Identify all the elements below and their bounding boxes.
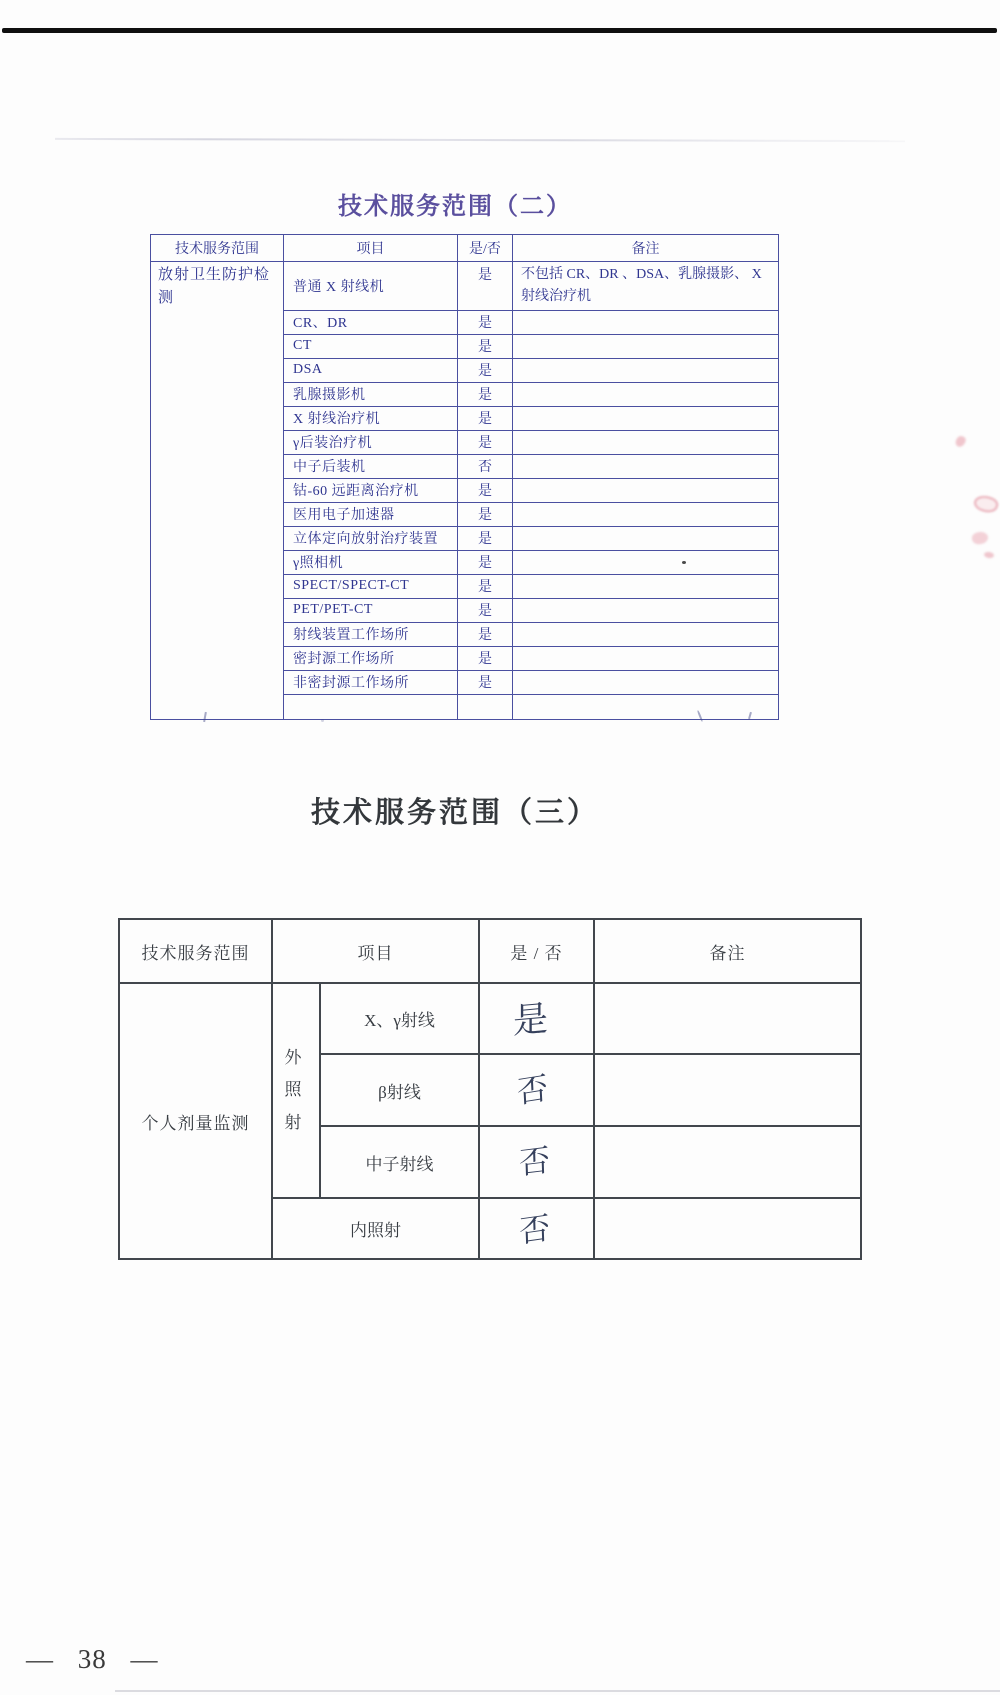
- yes-no-cell: 是: [458, 310, 513, 334]
- item-cell: 钴-60 远距离治疗机: [284, 478, 458, 502]
- header-remark: 备注: [594, 919, 861, 983]
- item-cell: 乳腺摄影机: [284, 382, 458, 406]
- scope-2-table: [150, 234, 779, 720]
- remark-cell: [513, 334, 779, 358]
- remark-cell: [513, 574, 779, 598]
- item-cell: 非密封源工作场所: [284, 670, 458, 694]
- yes-no-cell: [479, 1198, 594, 1259]
- header-yes-no: 是 / 否: [479, 919, 594, 983]
- remark-cell: [513, 454, 779, 478]
- table-row: [151, 262, 779, 311]
- scope-3-table-container: [118, 918, 862, 1260]
- table-row: [119, 983, 861, 1054]
- yes-no-cell: 是: [458, 550, 513, 574]
- header-yes-no: 是/否: [458, 235, 513, 262]
- yes-no-cell: 是: [458, 334, 513, 358]
- yes-no-cell: 是: [458, 430, 513, 454]
- header-scope: 技术服务范围: [119, 919, 272, 983]
- item-cell: 医用电子加速器: [284, 502, 458, 526]
- yes-no-cell: 是: [458, 646, 513, 670]
- handwritten-no-mark: 否: [518, 1210, 551, 1251]
- yes-no-cell: 是: [458, 670, 513, 694]
- yes-no-cell: 是: [458, 502, 513, 526]
- internal-irradiation-cell: 内照射: [272, 1198, 479, 1259]
- red-stamp-fragment: [984, 551, 995, 558]
- remark-cell: [594, 1054, 861, 1126]
- yes-no-cell: [479, 1126, 594, 1198]
- scope-2-table-container: [150, 234, 779, 720]
- item-cell: 立体定向放射治疗装置: [284, 526, 458, 550]
- table-header-row: [119, 919, 861, 983]
- item-cell: CT: [284, 334, 458, 358]
- remark-cell: [513, 646, 779, 670]
- item-cell: γ照相机: [284, 550, 458, 574]
- item-cell: 中子后装机: [284, 454, 458, 478]
- scope-3-table: [118, 918, 862, 1260]
- item-cell: PET/PET-CT: [284, 598, 458, 622]
- group-label-cell: 放射卫生防护检测: [151, 262, 284, 720]
- page-number: — 38 —: [26, 1644, 159, 1674]
- remark-cell: [513, 478, 779, 502]
- remark-cell: [513, 670, 779, 694]
- red-stamp-fragment: [954, 435, 967, 449]
- remark-cell: [513, 310, 779, 334]
- scan-seam-line: [55, 138, 905, 142]
- header-remark: 备注: [513, 235, 779, 262]
- remark-cell: [513, 598, 779, 622]
- item-cell: 射线装置工作场所: [284, 622, 458, 646]
- remark-cell: [513, 622, 779, 646]
- yes-no-cell: 是: [458, 478, 513, 502]
- header-item: 项目: [272, 919, 479, 983]
- scan-top-bar: [2, 28, 997, 33]
- remark-cell: [594, 1126, 861, 1198]
- scan-footer-seam: [115, 1690, 1000, 1692]
- remark-cell: [513, 502, 779, 526]
- item-cell: CR、DR: [284, 310, 458, 334]
- item-cell: 密封源工作场所: [284, 646, 458, 670]
- section-title-scope-3: 技术服务范围（三）: [310, 797, 600, 829]
- yes-no-cell: [479, 1054, 594, 1126]
- yes-no-cell: 是: [458, 358, 513, 382]
- header-scope: 技术服务范围: [151, 235, 284, 262]
- table-header-row: [151, 235, 779, 262]
- handwritten-no-mark: 否: [518, 1141, 551, 1182]
- remark-cell: [594, 983, 861, 1054]
- item-cell: X 射线治疗机: [284, 406, 458, 430]
- remark-cell: [513, 694, 779, 719]
- yes-no-cell: 是: [458, 382, 513, 406]
- item-cell: 普通 X 射线机: [284, 262, 458, 311]
- remark-cell: [513, 526, 779, 550]
- yes-no-cell: [458, 694, 513, 719]
- yes-no-cell: [479, 983, 594, 1054]
- remark-cell: [594, 1198, 861, 1259]
- scan-dot-artifact: [682, 561, 686, 564]
- section-title-scope-2: 技术服务范围（二）: [338, 194, 572, 220]
- yes-no-cell: 是: [458, 574, 513, 598]
- group-label-cell: 个人剂量监测: [119, 983, 272, 1259]
- header-item: 项目: [284, 235, 458, 262]
- yes-no-cell: 是: [458, 262, 513, 311]
- item-cell: SPECT/SPECT-CT: [284, 574, 458, 598]
- yes-no-cell: 是: [458, 526, 513, 550]
- remark-cell: [513, 430, 779, 454]
- item-cell: γ后装治疗机: [284, 430, 458, 454]
- yes-no-cell: 否: [458, 454, 513, 478]
- remark-cell: [513, 358, 779, 382]
- remark-cell: [513, 406, 779, 430]
- handwritten-no-mark: 否: [516, 1069, 549, 1111]
- item-cell: β射线: [320, 1054, 479, 1126]
- item-cell: 中子射线: [320, 1126, 479, 1198]
- item-cell: [284, 694, 458, 719]
- yes-no-cell: 是: [458, 622, 513, 646]
- remark-cell: 不包括 CR、DR 、DSA、乳腺摄影、 X 射线治疗机: [513, 262, 779, 311]
- item-cell: X、γ射线: [320, 983, 479, 1054]
- yes-no-cell: 是: [458, 406, 513, 430]
- yes-no-cell: 是: [458, 598, 513, 622]
- scan-tick-mark: [321, 719, 324, 722]
- external-irradiation-cell: 外照射: [272, 983, 320, 1198]
- red-stamp-fragment: [972, 493, 1000, 516]
- remark-cell: [513, 382, 779, 406]
- remark-cell: [513, 550, 779, 574]
- red-stamp-fragment: [971, 530, 989, 545]
- handwritten-yes-mark: 是: [513, 998, 548, 1043]
- item-cell: DSA: [284, 358, 458, 382]
